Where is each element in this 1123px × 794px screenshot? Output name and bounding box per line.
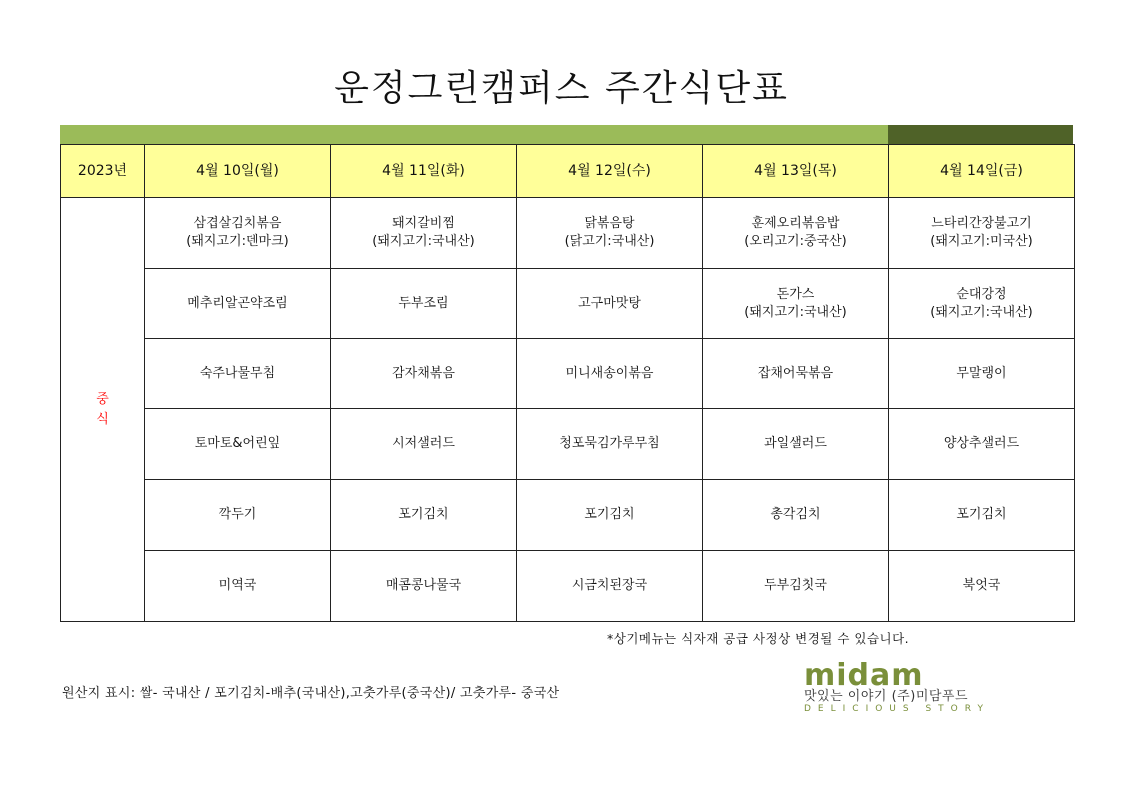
menu-cell	[703, 409, 889, 480]
dish-name: 순대강정	[956, 286, 1007, 302]
day-header-tue: 4월 11일(화)	[331, 145, 517, 198]
menu-cell	[889, 198, 1075, 269]
menu-row	[61, 409, 1075, 480]
origin-label: 원산지 표시: 쌀- 국내산 / 포기김치-배추(국내산),고춧가루(중국산)/ 고춧가루- 중국산	[62, 686, 560, 701]
menu-cell	[889, 339, 1075, 409]
menu-cell	[145, 409, 331, 480]
menu-cell	[703, 480, 889, 551]
menu-cell	[331, 409, 517, 480]
dish-name: 훈제오리볶음밥	[751, 216, 840, 231]
menu-cell	[331, 339, 517, 409]
menu-row	[61, 551, 1075, 622]
menu-cell	[889, 269, 1075, 339]
logo-wordmark: midam	[804, 658, 924, 693]
dish-name: 미역국	[218, 578, 257, 593]
year-cell: 2023년	[61, 145, 145, 198]
menu-cell	[517, 339, 703, 409]
menu-row	[61, 269, 1075, 339]
dish-name: 포기김치	[956, 507, 1007, 522]
day-header-mon: 4월 10일(월)	[145, 145, 331, 198]
dish-name: 닭볶음탕	[584, 216, 635, 231]
dish-origin: (돼지고기:국내산)	[930, 304, 1033, 320]
company-logo	[804, 658, 1054, 714]
header-bar-light	[60, 125, 888, 144]
dish-origin: (돼지고기:국내산)	[372, 234, 475, 249]
page-title: 운정그린캠퍼스 주간식단표	[334, 68, 789, 109]
dish-name: 시금치된장국	[571, 578, 648, 593]
dish-name: 매콤콩나물국	[385, 578, 462, 593]
menu-cell	[703, 198, 889, 269]
dish-name: 느타리간장불고기	[931, 216, 1032, 231]
dish-origin: (닭고기:국내산)	[564, 234, 655, 249]
dish-origin: (돼지고기:덴마크)	[186, 234, 289, 249]
day-header-thu: 4월 13일(목)	[703, 145, 889, 198]
header-bar-dark	[888, 125, 1073, 144]
day-header-wed: 4월 12일(수)	[517, 145, 703, 198]
menu-cell	[889, 409, 1075, 480]
dish-name: 숙주나물무침	[199, 365, 276, 381]
menu-cell	[145, 551, 331, 622]
menu-cell	[517, 480, 703, 551]
dish-name: 잡채어묵볶음	[757, 365, 834, 381]
meal-label-lunch	[61, 198, 145, 622]
dish-name: 북엇국	[962, 578, 1001, 593]
dish-name: 무말랭이	[956, 365, 1007, 381]
dish-name: 포기김치	[398, 507, 449, 522]
dish-name: 미니새송이볶음	[565, 365, 654, 381]
dish-name: 깍두기	[218, 507, 257, 522]
dish-name: 감자채볶음	[392, 365, 455, 381]
menu-change-note: *상기메뉴는 식자재 공급 사정상 변경될 수 있습니다.	[607, 631, 910, 646]
dish-name: 토마토&어린잎	[194, 436, 281, 451]
menu-cell	[517, 198, 703, 269]
dish-name: 시저샐러드	[392, 436, 455, 451]
dish-origin: (돼지고기:국내산)	[744, 304, 847, 320]
menu-row	[61, 480, 1075, 551]
dish-name: 두부조림	[398, 295, 449, 311]
dish-name: 총각김치	[770, 507, 821, 522]
dish-name: 두부김칫국	[764, 578, 827, 593]
menu-table	[60, 144, 1075, 622]
menu-row	[61, 198, 1075, 269]
menu-cell	[145, 339, 331, 409]
menu-cell	[517, 551, 703, 622]
menu-cell	[703, 551, 889, 622]
menu-cell	[331, 480, 517, 551]
menu-cell	[703, 269, 889, 339]
dish-origin: (오리고기:중국산)	[744, 234, 847, 249]
menu-cell	[331, 269, 517, 339]
dish-name: 양상추샐러드	[943, 436, 1020, 451]
menu-cell	[145, 269, 331, 339]
meal-label-char: 중	[96, 391, 109, 407]
day-header-fri: 4월 14일(금)	[889, 145, 1075, 198]
meal-label-char: 식	[96, 411, 109, 427]
menu-cell	[517, 269, 703, 339]
dish-name: 돼지갈비찜	[392, 216, 455, 231]
dish-name: 삼겹살김치볶음	[193, 216, 282, 231]
dish-name: 과일샐러드	[764, 436, 827, 451]
dish-name: 포기김치	[584, 507, 635, 522]
logo-subtitle: 맛있는 이야기 (주)미담푸드	[804, 689, 969, 704]
menu-cell	[889, 551, 1075, 622]
menu-cell	[145, 198, 331, 269]
menu-cell	[331, 198, 517, 269]
dish-name: 메추리알곤약조림	[187, 295, 288, 311]
logo-tagline: DELICIOUS STORY	[804, 704, 990, 714]
menu-cell	[703, 339, 889, 409]
menu-cell	[517, 409, 703, 480]
menu-cell	[889, 480, 1075, 551]
menu-row	[61, 339, 1075, 409]
dish-name: 청포묵김가루무침	[559, 436, 660, 451]
menu-cell	[331, 551, 517, 622]
dish-name: 돈가스	[776, 286, 815, 302]
menu-cell	[145, 480, 331, 551]
dish-name: 고구마맛탕	[578, 295, 641, 311]
header-row	[61, 145, 1075, 198]
dish-origin: (돼지고기:미국산)	[930, 234, 1033, 249]
